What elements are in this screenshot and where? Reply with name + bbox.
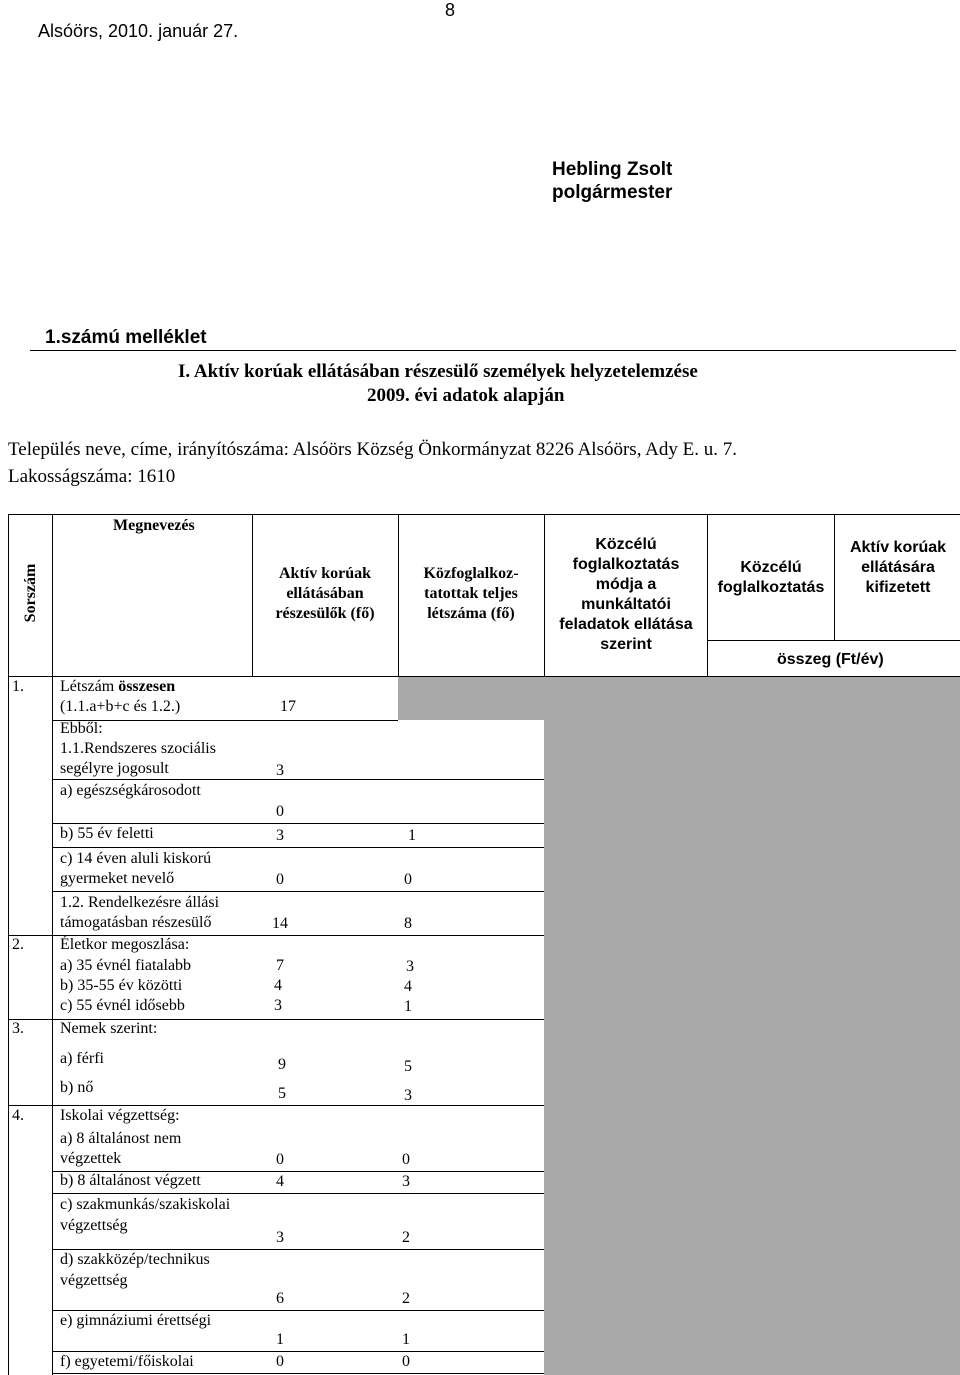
row-value-col1: 9 bbox=[278, 1056, 286, 1073]
annex-subtitle: 2009. évi adatok alapján bbox=[367, 385, 565, 406]
row-label: (1.1.a+b+c és 1.2.) bbox=[60, 698, 181, 715]
row-label: b) 8 általánost végzett bbox=[60, 1172, 201, 1189]
row-label: gyermeket nevelő bbox=[60, 870, 175, 887]
row-value-col2: 0 bbox=[404, 871, 412, 888]
row-value-col2: 2 bbox=[402, 1290, 410, 1307]
row-value-col1: 1 bbox=[276, 1331, 284, 1348]
row-value-col2: 0 bbox=[402, 1353, 410, 1370]
row-label: d) szakközép/technikus bbox=[60, 1251, 210, 1268]
osszeg-border bbox=[707, 640, 960, 641]
row-value-col2: 3 bbox=[402, 1173, 410, 1190]
row-label: b) nő bbox=[60, 1079, 94, 1096]
col-line bbox=[252, 514, 253, 676]
row-line bbox=[52, 891, 544, 892]
page-number: 8 bbox=[445, 0, 456, 20]
header-col5: Aktív korúak ellátására kifizetett bbox=[849, 539, 947, 596]
row-value-col2: 4 bbox=[404, 978, 412, 995]
row-value-col1: 0 bbox=[276, 1353, 284, 1370]
annex-rule bbox=[30, 350, 956, 351]
settlement-line: Település neve, címe, irányítószáma: Alsóörs Község Önkormányzat 8226 Alsóörs, Ady E. u. 7. bbox=[8, 439, 737, 460]
row-line bbox=[52, 1310, 544, 1311]
row-value-col1: 6 bbox=[276, 1290, 284, 1307]
signature-role: polgármester bbox=[552, 182, 673, 203]
row-label: segélyre jogosult bbox=[60, 760, 169, 777]
row-value-col1: 0 bbox=[276, 871, 284, 888]
row-value-col2: 3 bbox=[406, 958, 414, 975]
row-number: 3. bbox=[12, 1020, 24, 1037]
row-line bbox=[52, 823, 544, 824]
table-top-border bbox=[8, 514, 960, 515]
signature-name: Hebling Zsolt bbox=[552, 159, 673, 180]
row-value-col2: 0 bbox=[402, 1151, 410, 1168]
row-label: e) gimnáziumi érettségi bbox=[60, 1312, 212, 1329]
row-label: végzettség bbox=[60, 1217, 128, 1234]
col-line bbox=[834, 514, 835, 640]
row-value-col2: 1 bbox=[402, 1331, 410, 1348]
row-label: végzettség bbox=[60, 1272, 128, 1289]
row-line bbox=[52, 1351, 544, 1352]
row-value-col1: 3 bbox=[274, 997, 282, 1014]
row-value-col2: 8 bbox=[404, 915, 412, 932]
row-value-col2: 1 bbox=[404, 998, 412, 1015]
row-value-col1: 4 bbox=[274, 977, 282, 994]
row-number: 4. bbox=[12, 1107, 24, 1124]
row-label: Életkor megoszlása: bbox=[60, 936, 190, 953]
gray-fill-col2-top bbox=[398, 676, 544, 720]
row-value-col1: 3 bbox=[276, 827, 284, 844]
header-col3: Közcélú foglalkoztatás módja a munkáltatói feladatok ellátása szerint bbox=[559, 536, 693, 653]
row-label: f) egyetemi/főiskolai bbox=[60, 1353, 194, 1370]
row-line bbox=[52, 779, 544, 780]
row-line bbox=[52, 720, 398, 721]
row-line bbox=[8, 1105, 544, 1106]
population-line: Lakosságszáma: 1610 bbox=[8, 466, 176, 487]
header-col4: Közcélú foglalkoztatás bbox=[717, 559, 825, 596]
row-number: 2. bbox=[12, 936, 24, 953]
place-date: Alsóörs, 2010. január 27. bbox=[38, 21, 239, 41]
row-label: a) 35 évnél fiatalabb bbox=[60, 957, 192, 974]
row-label: b) 55 év feletti bbox=[60, 825, 154, 842]
row-label: Létszám összesen bbox=[60, 678, 176, 695]
header-col1: Aktív korúak ellátásában részesülők (fő) bbox=[275, 565, 375, 622]
row-value-col2: 5 bbox=[404, 1058, 412, 1075]
row-label: a) egészségkárosodott bbox=[60, 782, 201, 799]
row-line bbox=[52, 847, 544, 848]
table-header-border bbox=[8, 676, 960, 677]
row-value-col1: 5 bbox=[278, 1085, 286, 1102]
row-label: c) 14 éven aluli kiskorú bbox=[60, 850, 212, 867]
header-osszeg: összeg (Ft/év) bbox=[777, 651, 884, 668]
row-value-col1: 0 bbox=[276, 803, 284, 820]
col-line bbox=[52, 514, 53, 1375]
row-line bbox=[52, 1193, 544, 1194]
row-label: támogatásban részesülő bbox=[60, 914, 212, 931]
annex-title: I. Aktív korúak ellátásában részesülő személyek helyzetelemzése bbox=[178, 361, 698, 382]
header-megnevezes: Megnevezés bbox=[113, 517, 195, 534]
header-col2: Közfoglalkoz-tatottak teljes létszáma (fő) bbox=[423, 565, 519, 622]
row-label: Nemek szerint: bbox=[60, 1020, 158, 1037]
col-line bbox=[8, 514, 9, 1375]
row-value-col1: 4 bbox=[276, 1173, 284, 1190]
row-label: c) 55 évnél idősebb bbox=[60, 997, 185, 1014]
row-value-col2: 2 bbox=[402, 1229, 410, 1246]
row-label: végzettek bbox=[60, 1150, 122, 1167]
row-label: b) 35-55 év közötti bbox=[60, 977, 183, 994]
row-value-col2: 3 bbox=[404, 1087, 412, 1104]
gray-fill-right bbox=[544, 676, 960, 1375]
row-value-col2: 1 bbox=[408, 827, 416, 844]
row-label: a) 8 általánost nem bbox=[60, 1130, 182, 1147]
row-value-col1: 14 bbox=[272, 915, 288, 932]
row-label: c) szakmunkás/szakiskolai bbox=[60, 1196, 231, 1213]
row-value-col1: 3 bbox=[276, 1229, 284, 1246]
row-label: 1.2. Rendelkezésre állási bbox=[60, 894, 220, 911]
header-sorszam: Sorszám bbox=[22, 563, 39, 623]
row-label: Ebből: bbox=[60, 720, 103, 737]
row-label: Iskolai végzettség: bbox=[60, 1107, 180, 1124]
row-label: a) férfi bbox=[60, 1050, 104, 1067]
row-number: 1. bbox=[12, 678, 24, 695]
row-label: 1.1.Rendszeres szociális bbox=[60, 740, 216, 757]
col-line bbox=[544, 514, 545, 676]
annex-label: 1.számú melléklet bbox=[45, 327, 207, 348]
col-line bbox=[707, 514, 708, 676]
row-line bbox=[52, 1249, 544, 1250]
row-value-col1: 3 bbox=[276, 762, 284, 779]
row-value-col1: 7 bbox=[276, 957, 284, 974]
col-line bbox=[398, 514, 399, 676]
row-value-col1: 0 bbox=[276, 1151, 284, 1168]
row-value-col1: 17 bbox=[280, 698, 296, 715]
row-line bbox=[52, 1373, 544, 1374]
